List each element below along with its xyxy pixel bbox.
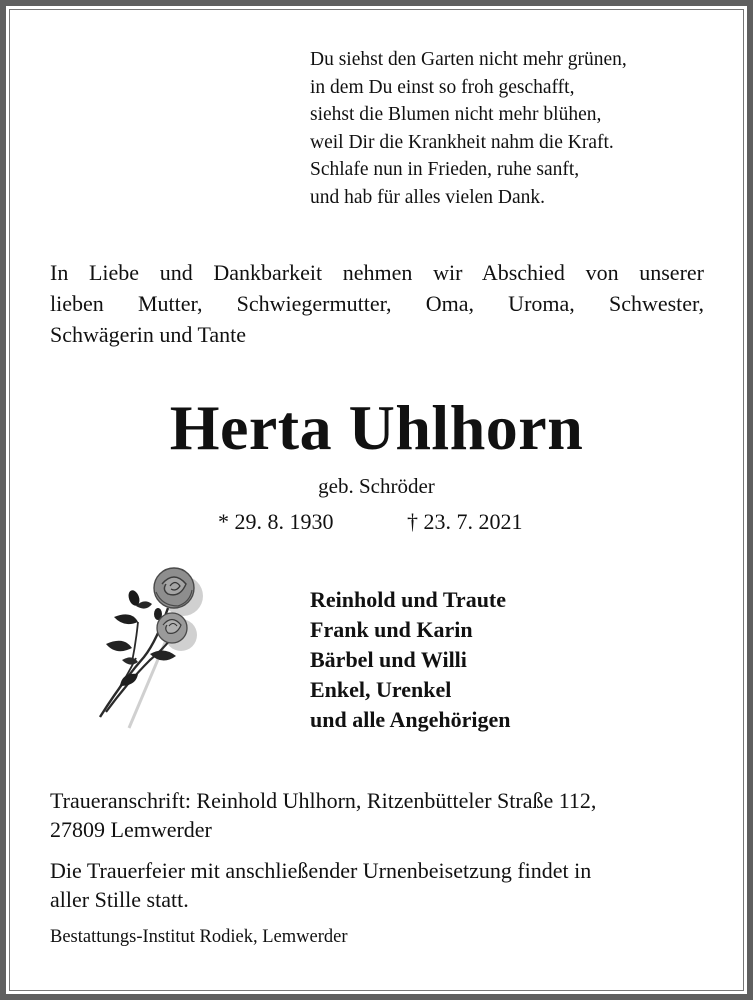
mourning-address <box>50 786 596 844</box>
maiden-name: geb. Schröder <box>318 474 435 498</box>
undertaker-name: Bestattungs-Institut Rodiek, Lemwerder <box>50 927 348 947</box>
poem-line: und hab für alles vielen Dank. <box>310 186 546 208</box>
intro-text <box>50 257 704 350</box>
birth-date: * 29. 8. 1930 <box>218 509 334 534</box>
mourner-line: Enkel, Urenkel <box>310 677 452 702</box>
address-line: Traueranschrift: Reinhold Uhlhorn, Ritzenbütteler Straße 112, <box>50 788 597 813</box>
intro-line: In Liebe und Dankbarkeit nehmen wir Abschied von unserer <box>50 260 704 285</box>
mourner-line: und alle Angehörigen <box>310 707 511 732</box>
poem-line: weil Dir die Krankheit nahm die Kraft. <box>310 131 614 153</box>
rose-icon <box>92 562 222 732</box>
poem-line: in dem Du einst so froh geschafft, <box>310 76 575 98</box>
mourner-line: Bärbel und Willi <box>310 647 467 672</box>
deceased-name: Herta Uhlhorn <box>169 392 584 463</box>
mourner-line: Frank und Karin <box>310 617 473 642</box>
mourners-list <box>310 585 510 735</box>
intro-line: Schwägerin und Tante <box>50 322 247 347</box>
ceremony-line: Die Trauerfeier mit anschließender Urnenbeisetzung findet in <box>50 858 592 883</box>
ceremony-notice <box>50 856 591 914</box>
poem-line: Schlafe nun in Frieden, ruhe sanft, <box>310 159 580 180</box>
poem <box>310 46 627 211</box>
death-date: † 23. 7. 2021 <box>407 509 523 534</box>
address-line: 27809 Lemwerder <box>50 817 212 842</box>
poem-line: Du siehst den Garten nicht mehr grünen, <box>310 49 627 70</box>
mourner-line: Reinhold und Traute <box>310 587 507 612</box>
poem-line: siehst die Blumen nicht mehr blühen, <box>310 104 602 125</box>
intro-line: lieben Mutter, Schwiegermutter, Oma, Uroma, Schwester, <box>50 291 704 316</box>
ceremony-line: aller Stille statt. <box>50 887 189 912</box>
